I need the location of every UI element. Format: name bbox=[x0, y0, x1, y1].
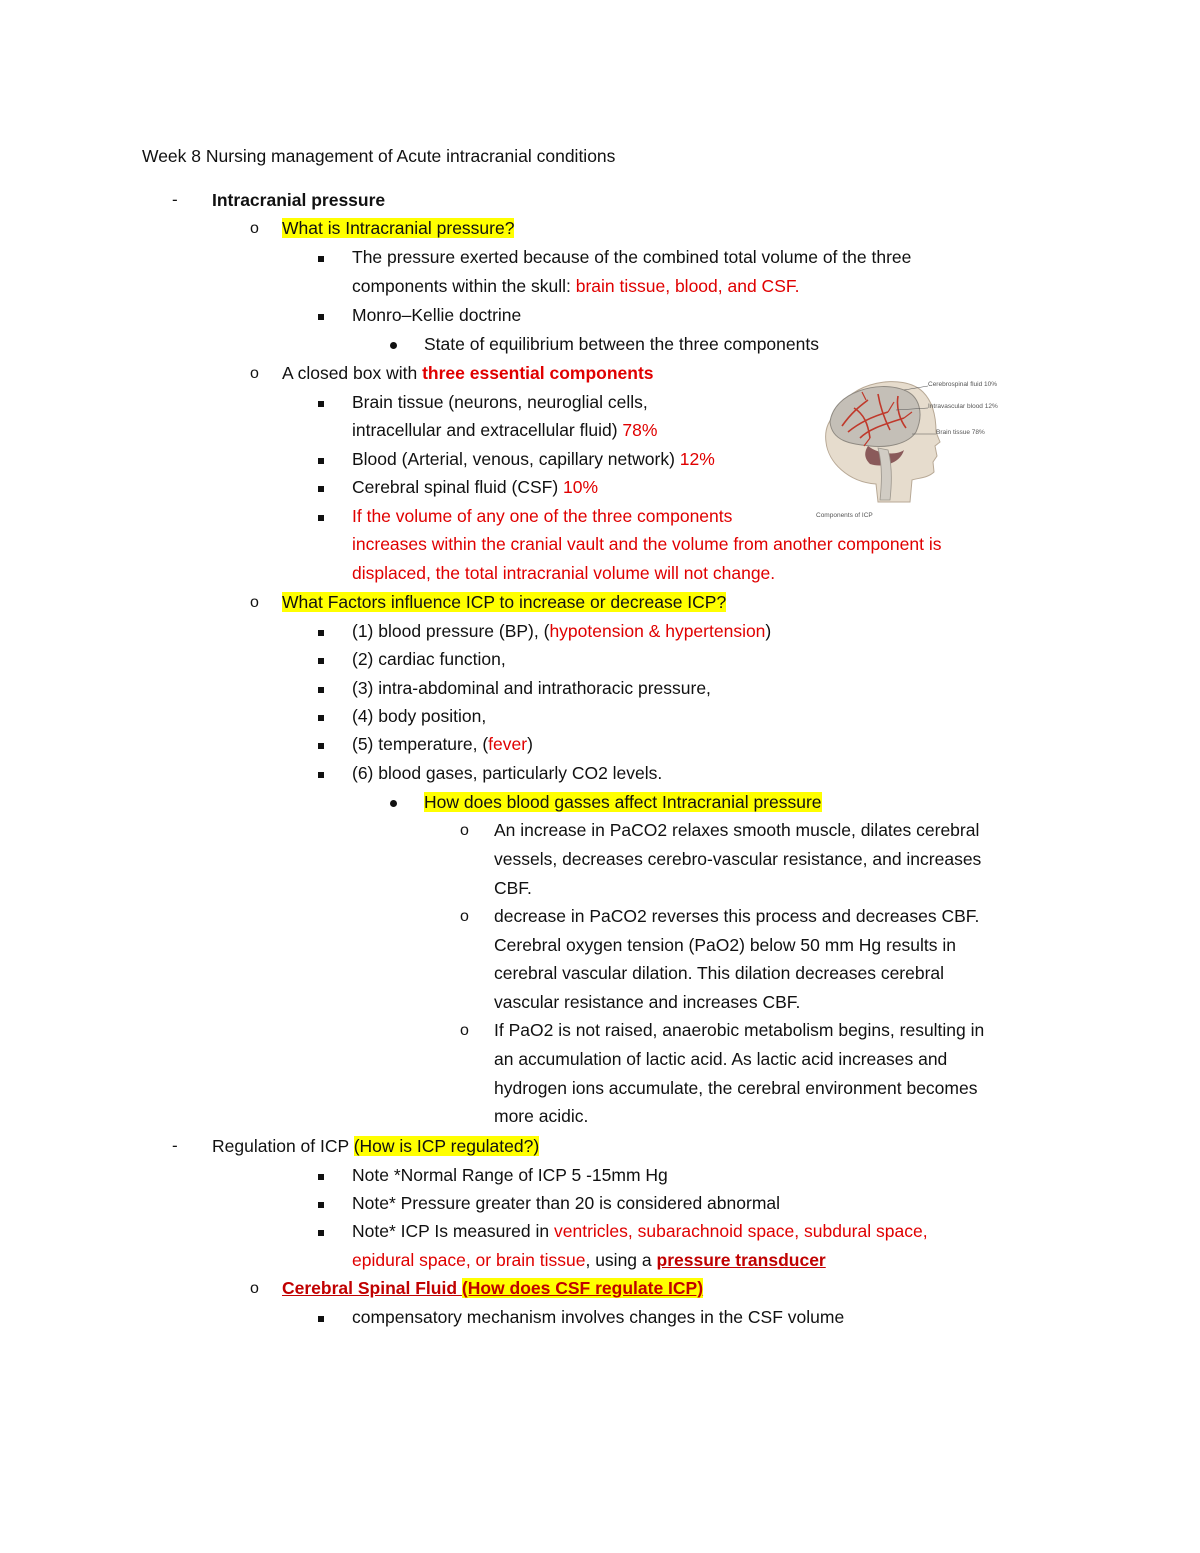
circle-bullet: o bbox=[250, 594, 259, 611]
square-bullet-icon bbox=[318, 1219, 324, 1243]
volume-line-2: increases within the cranial vault and the volume from another component is bbox=[352, 534, 942, 554]
equilibrium-text: State of equilibrium between the three components bbox=[424, 334, 819, 354]
csf-line: Cerebral spinal fluid (CSF) 10% bbox=[352, 477, 599, 497]
definition-line-1: The pressure exerted because of the combined total volume of the three bbox=[352, 247, 912, 267]
square-bullet-icon bbox=[318, 761, 324, 785]
factor-4: (4) body position, bbox=[352, 706, 487, 726]
figure-label-brain: Brain tissue 78% bbox=[936, 429, 985, 436]
question-what-is-icp: What is Intracranial pressure? bbox=[282, 218, 515, 238]
note-normal-range: Note *Normal Range of ICP 5 -15mm Hg bbox=[352, 1165, 668, 1185]
volume-line-1: If the volume of any one of the three components bbox=[352, 506, 733, 526]
note-measured-line-2: epidural space, or brain tissue, using a pressure transducer bbox=[352, 1250, 826, 1270]
page-title: Week 8 Nursing management of Acute intracranial conditions bbox=[142, 146, 616, 166]
circle-bullet: o bbox=[250, 365, 259, 382]
factor-6: (6) blood gases, particularly CO2 levels. bbox=[352, 763, 663, 783]
gas-point-2-line-1: decrease in PaCO2 reverses this process and decreases CBF. bbox=[494, 906, 980, 926]
brain-tissue-line-1: Brain tissue (neurons, neuroglial cells, bbox=[352, 392, 648, 412]
gas-point-3-line-1: If PaO2 is not raised, anaerobic metabolism begins, resulting in bbox=[494, 1020, 985, 1040]
section-heading-icp: Intracranial pressure bbox=[212, 190, 386, 210]
figure-caption: Components of ICP bbox=[816, 512, 873, 519]
square-bullet-icon bbox=[318, 245, 324, 269]
square-bullet-icon bbox=[318, 647, 324, 671]
square-bullet-icon bbox=[318, 1191, 324, 1215]
gas-point-1-line-1: An increase in PaCO2 relaxes smooth muscle, dilates cerebral bbox=[494, 820, 980, 840]
square-bullet-icon bbox=[318, 390, 324, 414]
question-blood-gasses: How does blood gasses affect Intracranial pressure bbox=[424, 792, 822, 812]
factor-3: (3) intra-abdominal and intrathoracic pressure, bbox=[352, 678, 711, 698]
circle-bullet: o bbox=[460, 822, 469, 839]
brain-head-illustration bbox=[808, 372, 1030, 522]
csf-regulation-heading: Cerebral Spinal Fluid (How does CSF regulate ICP) bbox=[282, 1278, 704, 1298]
square-bullet-icon bbox=[318, 676, 324, 700]
factor-2: (2) cardiac function, bbox=[352, 649, 506, 669]
question-factors: What Factors influence ICP to increase or decrease ICP? bbox=[282, 592, 727, 612]
gas-point-2-line-2: Cerebral oxygen tension (PaO2) below 50 mm Hg results in bbox=[494, 935, 957, 955]
dash-bullet: - bbox=[172, 190, 178, 209]
volume-line-3: displaced, the total intracranial volume will not change. bbox=[352, 563, 776, 583]
circle-bullet: o bbox=[460, 908, 469, 925]
gas-point-2-line-4: vascular resistance and increases CBF. bbox=[494, 992, 801, 1012]
square-bullet-icon bbox=[318, 1163, 324, 1187]
square-bullet-icon bbox=[318, 475, 324, 499]
gas-point-3-line-4: more acidic. bbox=[494, 1106, 589, 1126]
round-bullet-icon bbox=[390, 332, 397, 356]
figure-label-blood: Intravascular blood 12% bbox=[928, 403, 998, 410]
gas-point-2-line-3: cerebral vascular dilation. This dilation decreases cerebral bbox=[494, 963, 945, 983]
square-bullet-icon bbox=[318, 1305, 324, 1329]
monro-kellie: Monro–Kellie doctrine bbox=[352, 305, 522, 325]
circle-bullet: o bbox=[250, 220, 259, 237]
square-bullet-icon bbox=[318, 619, 324, 643]
note-measured-line-1: Note* ICP Is measured in ventricles, subarachnoid space, subdural space, bbox=[352, 1221, 928, 1241]
gas-point-3-line-3: hydrogen ions accumulate, the cerebral environment becomes bbox=[494, 1078, 978, 1098]
round-bullet-icon bbox=[390, 790, 397, 814]
brain-tissue-line-2: intracellular and extracellular fluid) 78% bbox=[352, 420, 658, 440]
gas-point-1-line-2: vessels, decreases cerebro-vascular resistance, and increases bbox=[494, 849, 982, 869]
square-bullet-icon bbox=[318, 732, 324, 756]
square-bullet-icon bbox=[318, 303, 324, 327]
dash-bullet: - bbox=[172, 1136, 178, 1155]
square-bullet-icon bbox=[318, 447, 324, 471]
section-heading-regulation: Regulation of ICP (How is ICP regulated?) bbox=[212, 1136, 540, 1156]
square-bullet-icon bbox=[318, 504, 324, 528]
factor-1: (1) blood pressure (BP), (hypotension & hypertension) bbox=[352, 621, 772, 641]
compensatory-mechanism: compensatory mechanism involves changes in the CSF volume bbox=[352, 1307, 845, 1327]
note-abnormal: Note* Pressure greater than 20 is considered abnormal bbox=[352, 1193, 781, 1213]
brain-components-figure bbox=[808, 372, 1030, 522]
circle-bullet: o bbox=[250, 1280, 259, 1297]
blood-line: Blood (Arterial, venous, capillary network) 12% bbox=[352, 449, 715, 469]
definition-line-2: components within the skull: brain tissue, blood, and CSF. bbox=[352, 276, 800, 296]
closed-box-line: A closed box with three essential components bbox=[282, 363, 654, 383]
factor-5: (5) temperature, (fever) bbox=[352, 734, 533, 754]
gas-point-3-line-2: an accumulation of lactic acid. As lactic acid increases and bbox=[494, 1049, 948, 1069]
figure-label-csf: Cerebrospinal fluid 10% bbox=[928, 381, 998, 388]
square-bullet-icon bbox=[318, 704, 324, 728]
gas-point-1-line-3: CBF. bbox=[494, 878, 532, 898]
circle-bullet: o bbox=[460, 1022, 469, 1039]
